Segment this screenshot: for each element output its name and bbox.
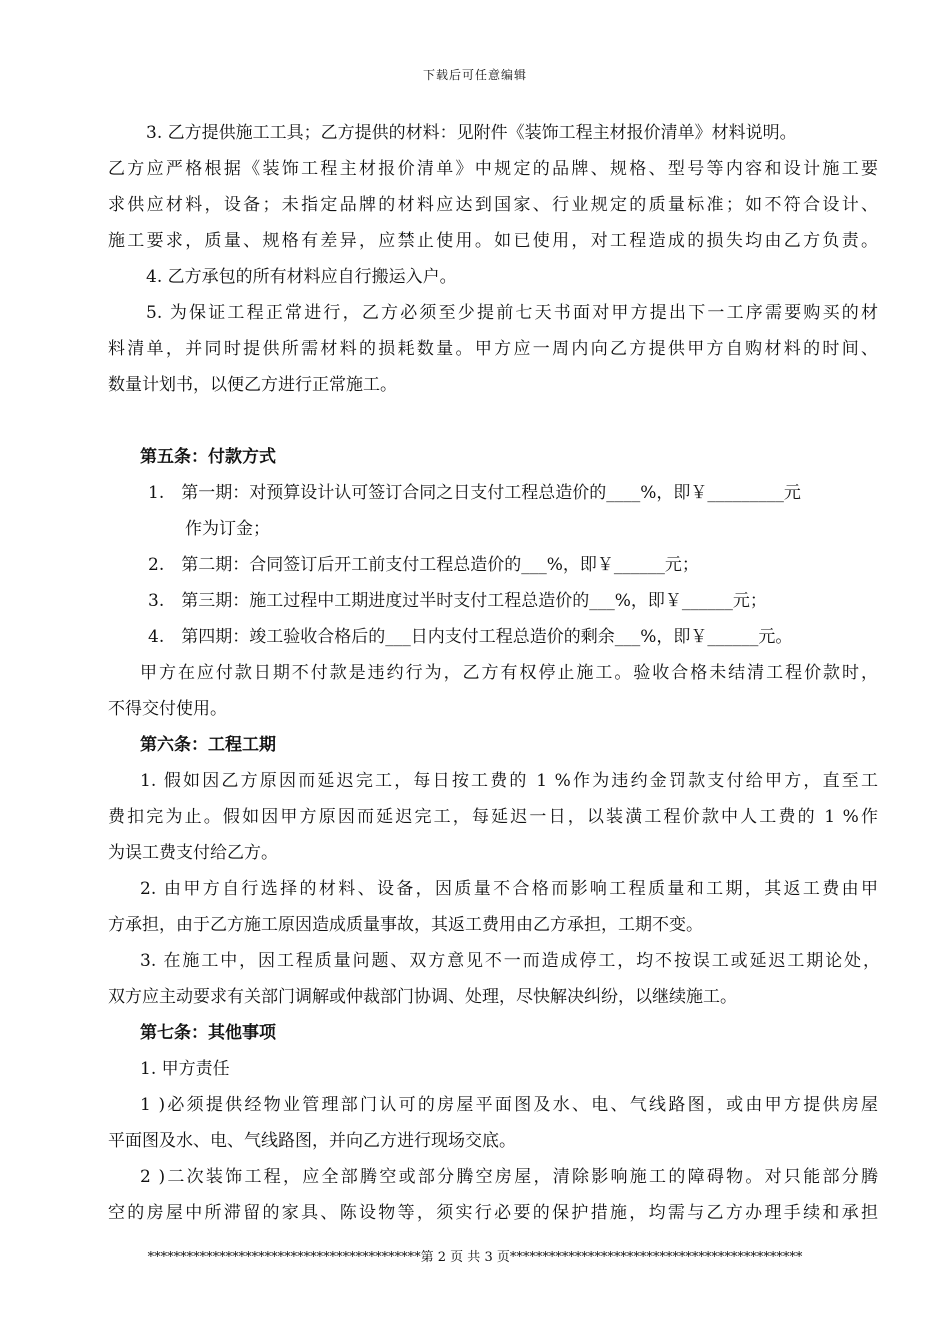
paragraph-line: 空的房屋中所滞留的家具、陈设物等，须实行必要的保护措施，均需与乙方办理手续和承担: [108, 1203, 878, 1223]
paragraph-line: 5. 为保证工程正常进行，乙方必须至少提前七天书面对甲方提出下一工序需要购买的材: [146, 303, 878, 323]
paragraph-line: 求供应材料，设备；未指定品牌的材料应达到国家、行业规定的质量标准；如不符合设计、: [108, 195, 878, 215]
section-heading: 第七条：其他事项: [140, 1023, 276, 1043]
paragraph-line: 2. 由甲方自行选择的材料、设备，因质量不合格而影响工程质量和工期，其返工费由甲: [140, 879, 878, 899]
list-item: 2. 第二期：合同签订后开工前支付工程总造价的___%，即￥______元；: [148, 555, 699, 575]
page-header: 下载后可任意编辑: [422, 68, 527, 82]
paragraph-line: 施工要求，质量、规格有差异，应禁止使用。如已使用，对工程造成的损失均由乙方负责。: [108, 231, 878, 251]
list-item: 1. 第一期：对预算设计认可签订合同之日支付工程总造价的____%，即￥_________元: [148, 483, 801, 503]
paragraph-line: 乙方应严格根据《装饰工程主材报价清单》中规定的品牌、规格、型号等内容和设计施工要: [108, 159, 878, 179]
paragraph-line: 双方应主动要求有关部门调解或仲裁部门协调、处理，尽快解决纠纷，以继续施工。: [108, 987, 737, 1007]
paragraph-line: 1. 假如因乙方原因而延迟完工，每日按工费的 1 %作为违约金罚款支付给甲方，直至工: [140, 771, 878, 791]
paragraph-line: 方承担，由于乙方施工原因造成质量事故，其返工费用由乙方承担，工期不变。: [108, 915, 703, 935]
paragraph-line: 费扣完为止。假如因甲方原因而延迟完工，每延迟一日，以装潢工程价款中人工费的 1 %作: [108, 807, 878, 827]
paragraph-line: 料清单，并同时提供所需材料的损耗数量。甲方应一周内向乙方提供甲方自购材料的时间、: [108, 339, 878, 359]
paragraph-line: 数量计划书，以便乙方进行正常施工。: [108, 375, 397, 395]
list-item: 3. 第三期：施工过程中工期进度过半时支付工程总造价的___%，即￥______元；: [148, 591, 767, 611]
paragraph-line: 3. 在施工中，因工程质量问题、双方意见不一而造成停工，均不按误工或延迟工期论处，: [140, 951, 880, 971]
paragraph-line: 为误工费支付给乙方。: [108, 843, 278, 863]
list-item-continuation: 作为订金；: [185, 519, 270, 539]
list-item: 4. 第四期：竣工验收合格后的___日内支付工程总造价的剩余___%，即￥______元。: [148, 627, 793, 647]
section-heading: 第六条：工程工期: [140, 735, 276, 755]
page-footer: ******************************************第 2 页 共 3 页*********************************************: [147, 1250, 803, 1265]
paragraph-line: 1 )必须提供经物业管理部门认可的房屋平面图及水、电、气线路图，或由甲方提供房屋: [140, 1095, 878, 1115]
section-heading: 第五条：付款方式: [140, 447, 276, 467]
paragraph-line: 4. 乙方承包的所有材料应自行搬运入户。: [146, 267, 457, 287]
paragraph-line: 不得交付使用。: [108, 699, 227, 719]
paragraph-line: 甲方在应付款日期不付款是违约行为，乙方有权停止施工。验收合格未结清工程价款时，: [140, 663, 878, 683]
paragraph-line: 3. 乙方提供施工工具；乙方提供的材料：见附件《装饰工程主材报价清单》材料说明。: [146, 123, 797, 143]
paragraph-line: 平面图及水、电、气线路图，并向乙方进行现场交底。: [108, 1131, 516, 1151]
paragraph-line: 2 )二次装饰工程，应全部腾空或部分腾空房屋，清除影响施工的障碍物。对只能部分腾: [140, 1167, 878, 1187]
paragraph-line: 1. 甲方责任: [140, 1059, 230, 1079]
